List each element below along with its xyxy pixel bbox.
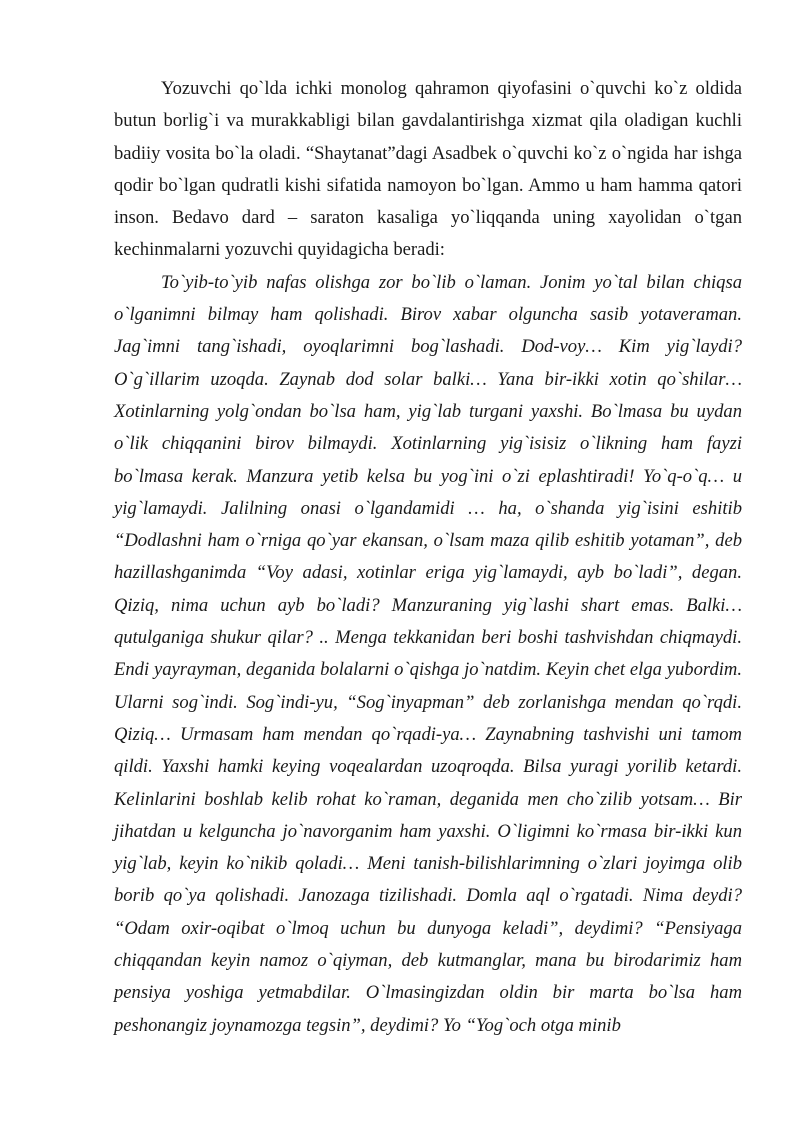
document-page (114, 73, 742, 1042)
intro-paragraph: Yozuvchi qo`lda ichki monolog qahramon qiyofasini o`quvchi ko`z oldida butun borlig`i va murakkabligi bilan gavdalantirishga xizmat qila oladigan kuchli badiiy vosita bo`la oladi. “Shaytanat”dagi Asadbek o`quvchi ko`z o`ngida har ishga qodir bo`lgan qudratli kishi sifatida namoyon bo`lgan. Ammo u ham hamma qatori inson. Bedavo dard – saraton kasaliga yo`liqqanda uning xayolidan o`tgan kechinmalarni yozuvchi quyidagicha beradi: (114, 78, 742, 261)
monologue-paragraph: To`yib-to`yib nafas olishga zor bo`lib o`laman. Jonim yo`tal bilan chiqsa o`lganimni bilmay ham qolishadi. Birov xabar olguncha sasib yotaveraman. Jag`imni tang`ishadi, oyoqlarimni bog`lashadi. Dod-voy… Kim yig`laydi? O`g`illarim uzoqda. Zaynab dod solar balki… Yana bir-ikki xotin qo`shilar… Xotinlarning yolg`ondan bo`lsa ham, yig`lab turgani yaxshi. Bo`lmasa bu uydan o`lik chiqqanini birov bilmaydi. Xotinlarning yig`isisiz o`likning ham fayzi bo`lmasa kerak. Manzura yetib kelsa bu yog`ini o`zi eplashtiradi! Yo`q-o`q… u yig`lamaydi. Jalilning onasi o`lgandamidi … ha, o`shanda yig`isini eshitib “Dodlashni ham o`rniga qo`yar ekansan, o`lsam maza qilib eshitib yotaman”, deb hazillashganimda “Voy adasi, xotinlar eriga yig`lamaydi, ayb bo`ladi”, degan. Qiziq, nima uchun ayb bo`ladi? Manzuraning yig`lashi shart emas. Balki… qutulganiga shukur qilar? .. Menga tekkanidan beri boshi tashvishdan chiqmaydi. Endi yayrayman, deganida bolalarni o`qishga jo`natdim. Keyin chet elga yubordim. Ularni sog`indi. Sog`indi-yu, “Sog`inyapman” deb zorlanishga mendan qo`rqdi. Qiziq… Urmasam ham mendan qo`rqadi-ya… Zaynabning tashvishi uni tamom qildi. Yaxshi hamki keying voqealardan uzoqroqda. Bilsa yuragi yorilib ketardi. Kelinlarini boshlab kelib rohat ko`raman, deganida men cho`zilib yotsam… Bir jihatdan u kelguncha jo`navorganim ham yaxshi. O`ligimni ko`rmasa bir-ikki kun yig`lab, keyin ko`nikib qoladi… Meni tanish-bilishlarimning o`zlari joyimga olib borib qo`ya qolishadi. Janozaga tizilishadi. Domla aql o`rgatadi. Nima deydi? “Odam oxir-oqibat o`lmoq uchun bu dunyoga keladi”, deydimi? “Pensiyaga chiqqandan keyin namoz o`qiyman, deb kutmanglar, mana bu birodarimiz ham pensiya yoshiga yetmabdilar. O`lmasingizdan oldin bir marta bo`lsa ham peshonangiz joynamozga tegsin”, deydimi? Yo “Yog`och otga minib (114, 271, 742, 1036)
